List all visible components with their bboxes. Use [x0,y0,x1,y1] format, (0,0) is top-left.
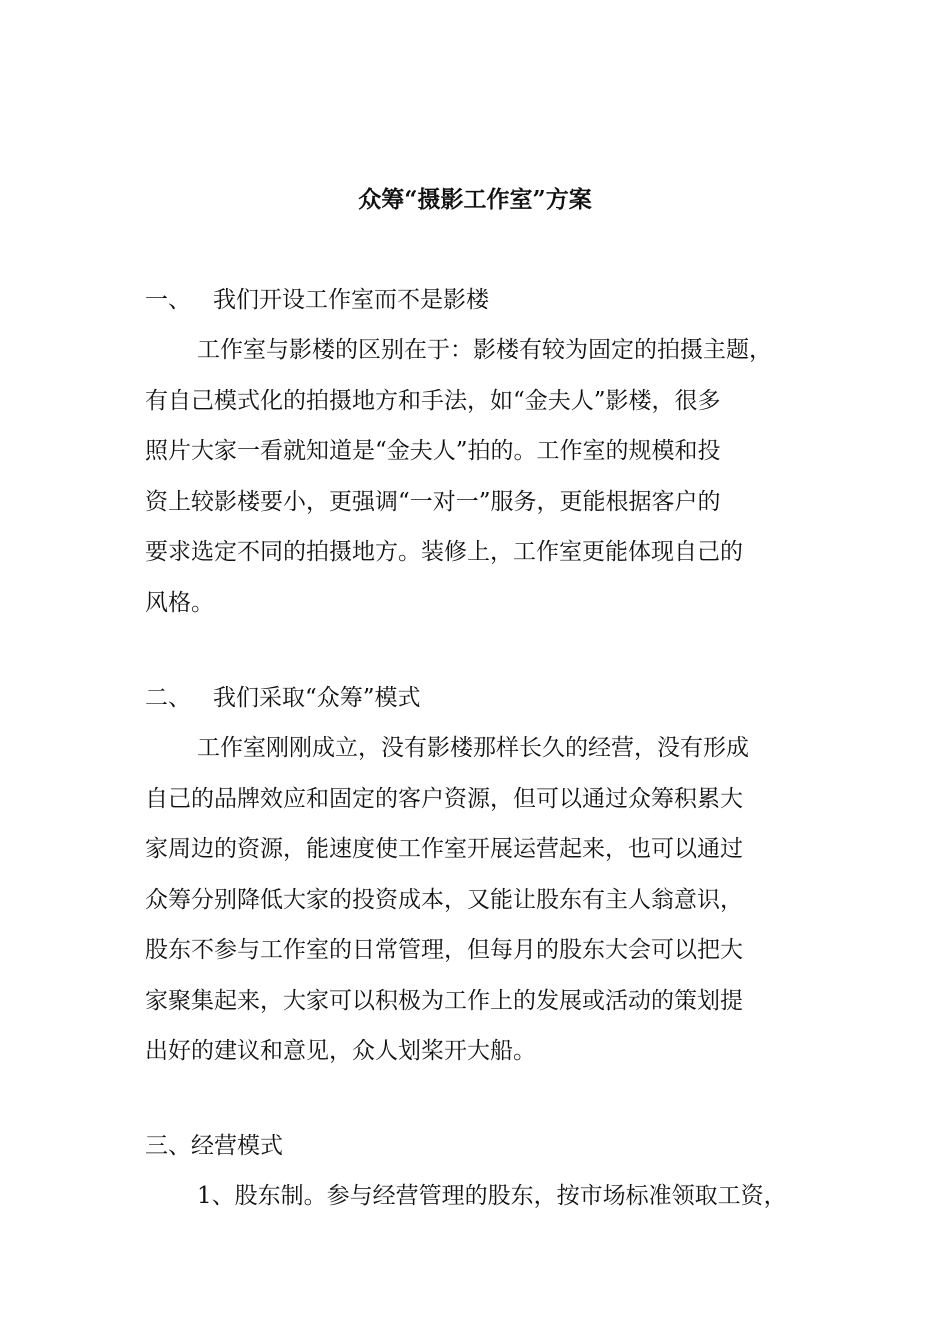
section-paragraph-2 [145,723,815,1077]
paragraph-line: 股东不参与工作室的日常管理，但每月的股东大会可以把大 [145,937,743,963]
paragraph-line: 家周边的资源，能速度使工作室开展运营起来，也可以通过 [145,836,743,862]
paragraph-line: 有自己模式化的拍摄地方和手法，如“金夫人”影楼，很多 [145,387,721,414]
section-title-2: 我们采取“众筹”模式 [213,685,421,711]
paragraph-line: 照片大家一看就知道是“金夫人”拍的。工作室的规模和投 [145,438,721,464]
paragraph-line: 工作室刚刚成立，没有影楼那样长久的经营，没有形成 [197,735,749,761]
section-paragraph-3 [145,1171,815,1222]
section-paragraph-1 [145,325,815,628]
paragraph-line: 自己的品牌效应和固定的客户资源，但可以通过众筹积累大 [145,785,743,812]
section-title-1: 我们开设工作室而不是影楼 [213,287,489,313]
paragraph-line: 工作室与影楼的区别在于：影楼有较为固定的拍摄主题， [197,337,772,363]
paragraph-line: 风格。 [145,589,214,616]
section-heading-2 [145,681,421,715]
document-title: 众筹“摄影工作室”方案 [358,186,592,213]
section-number-2: 二、 [145,685,191,711]
paragraph-line: 要求选定不同的拍摄地方。装修上，工作室更能体现自己的 [145,539,743,565]
paragraph-line: 资上较影楼要小，更强调“一对一”服务，更能根据客户的 [145,488,721,515]
paragraph-line: 出好的建议和意见，众人划桨开大船。 [145,1038,536,1064]
section-heading-1 [145,283,489,317]
paragraph-line: 家聚集起来，大家可以积极为工作上的发展或活动的策划提 [145,987,743,1014]
section-heading-3: 三、经营模式 [145,1133,283,1159]
section-number-1: 一、 [145,287,191,313]
paragraph-line: 1、股东制。参与经营管理的股东，按市场标准领取工资， [197,1183,787,1209]
paragraph-line: 众筹分别降低大家的投资成本，又能让股东有主人翁意识， [145,886,743,913]
